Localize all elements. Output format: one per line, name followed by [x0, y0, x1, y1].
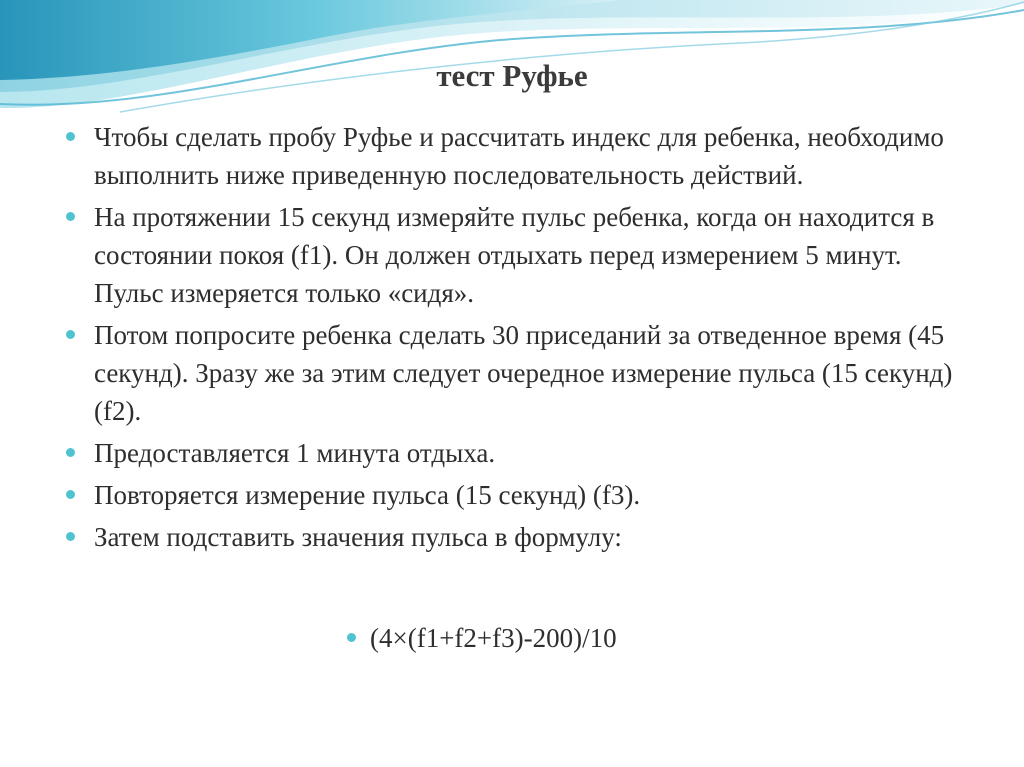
formula-item — [345, 619, 617, 657]
formula-text: (4×(f1+f2+f3)-200)/10 — [370, 623, 617, 653]
bullet-item — [62, 316, 962, 430]
teal-dot-icon — [66, 532, 75, 541]
bullet-item — [62, 518, 962, 556]
teal-dot-icon — [66, 448, 75, 457]
bullet-text: Затем подставить значения пульса в формулу: — [94, 522, 622, 552]
teal-dot-icon — [66, 132, 75, 141]
bullet-text: На протяжении 15 секунд измеряйте пульс ребенка, когда он находится в состоянии покоя (f1). Он должен отдыхать перед измерением 5 минут. Пульс измеряется только «сидя». — [94, 202, 935, 308]
slide-title: тест Руфье — [436, 58, 588, 93]
bullet-item — [62, 118, 962, 194]
bullet-item — [62, 198, 962, 312]
bullet-text: Предоставляется 1 минута отдыха. — [94, 438, 496, 468]
bullet-text: Повторяется измерение пульса (15 секунд) (f3). — [94, 480, 641, 510]
teal-dot-icon — [66, 330, 75, 339]
teal-dot-icon — [347, 633, 356, 642]
bullet-item — [62, 434, 962, 472]
teal-dot-icon — [66, 490, 75, 499]
bullet-text: Чтобы сделать пробу Руфье и рассчитать индекс для ребенка, необходимо выполнить ниже приведенную последовательность действий. — [94, 122, 944, 190]
bullet-item — [62, 476, 962, 514]
bullet-text: Потом попросите ребенка сделать 30 приседаний за отведенное время (45 секунд). Зразу же за этим следует очередное измерение пульса (15 секунд) (f2). — [94, 320, 953, 426]
bullet-list — [62, 118, 962, 560]
teal-dot-icon — [66, 212, 75, 221]
formula-list — [345, 619, 617, 657]
